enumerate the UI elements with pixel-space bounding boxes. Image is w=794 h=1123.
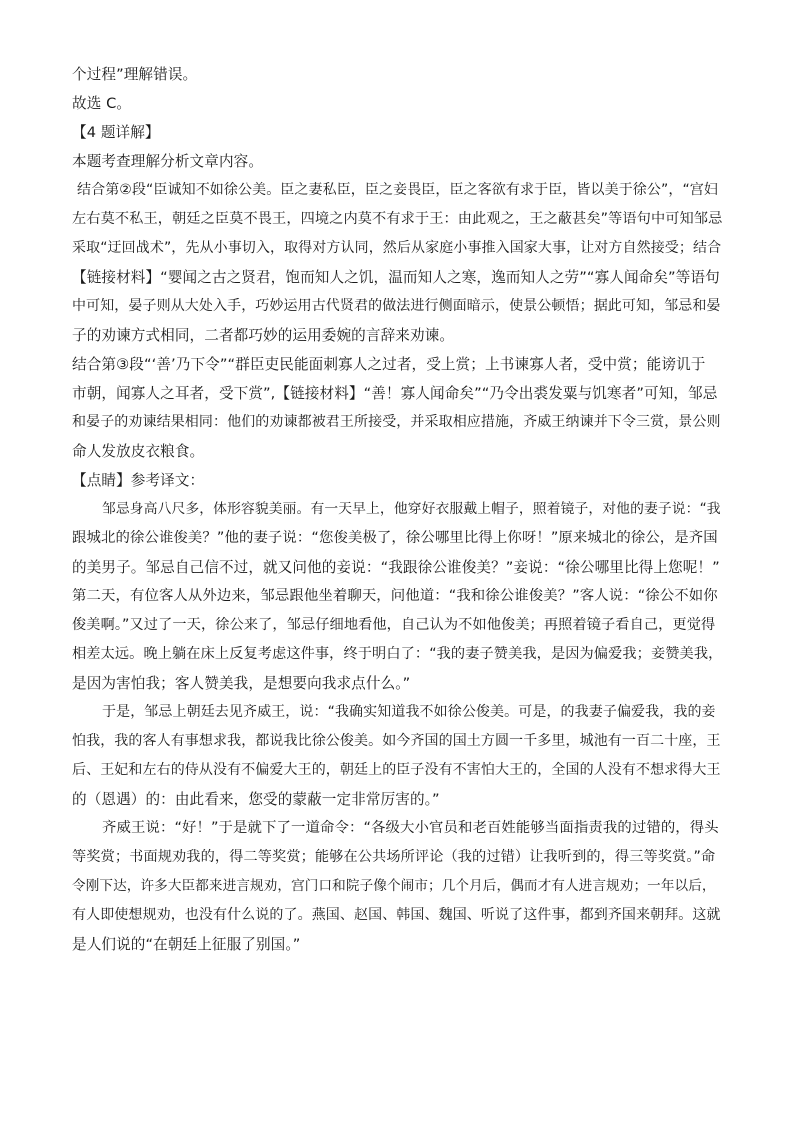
text-line: 和晏子的劝谏结果相同：他们的劝谏都被君王所接受，并采取相应措施，齐威王纳谏并下令三赏，景公则	[72, 414, 721, 430]
text-line: 等奖赏；书面规劝我的，得二等奖赏；能够在公共场所评论（我的过错）让我听到的，得三等奖赏。”命	[72, 849, 716, 865]
text-line: 邹忌身高八尺多，体形容貌美丽。有一天早上，他穿好衣服戴上帽子，照着镜子，对他的妻子说：“我	[102, 501, 721, 517]
answer-line: 故选 C。	[72, 95, 132, 112]
text-line: 俊美啊。”又过了一天，徐公来了，邹忌仔细地看他，自己认为不如他俊美；再照着镜子看自己，更觉得	[72, 617, 716, 633]
text-line: 命人发放皮衣粮食。	[72, 443, 205, 460]
text-line: 【链接材料】“婴闻之古之贤君，饱而知人之饥，温而知人之寒，逸而知人之劳”“寡人闻命矣”等语句	[72, 269, 720, 286]
text-line: 令刚下达，许多大臣都来进言规劝，宫门口和院子像个闹市；几个月后，偶而才有人进言规劝；一年以后，	[72, 878, 716, 894]
text-line: 有人即使想规劝，也没有什么说的了。燕国、赵国、韩国、魏国、听说了这件事，都到齐国来朝拜。这就	[72, 907, 721, 923]
text-line: 第二天，有位客人从外边来，邹忌跟他坐着聊天，问他道：“我和徐公谁俊美？”客人说：“徐公不如你	[72, 588, 718, 604]
text-line: 结合第③段“‘善’乃下令”“群臣吏民能面刺寡人之过者，受上赏；上书谏寡人者，受中赏；能谤讥于	[72, 356, 706, 373]
text-line: 左右莫不私王，朝廷之臣莫不畏王，四境之内莫不有求于王：由此观之，王之蔽甚矣”等语句中可知邹忌	[72, 211, 723, 227]
text-line: 齐威王说：“好！”于是就下了一道命令：“各级大小官员和老百姓能够当面指责我的过错的，得头	[102, 820, 719, 836]
text-line: 本题考查理解分析文章内容。	[72, 153, 264, 170]
text-line: 相差太远。晚上躺在床上反复考虑这件事，终于明白了：“我的妻子赞美我，是因为偏爱我；妾赞美我，	[72, 646, 723, 662]
text-line: 的（恩遇）的：由此看来，您受的蒙蔽一定非常厉害的。”	[72, 791, 440, 808]
section-heading: 【点睛】参考译文：	[72, 472, 205, 489]
document-page	[72, 60, 722, 959]
text-line: 采取“迂回战术”，先从小事切入，取得对方认同，然后从家庭小事推入国家大事，让对方自然接受；结合	[72, 240, 722, 256]
text-line: 跟城北的徐公谁俊美？”他的妻子说：“您俊美极了，徐公哪里比得上你呀！”原来城北的徐公，是齐国	[72, 530, 718, 546]
text-line: 于是，邹忌上朝廷去见齐威王，说：“我确实知道我不如徐公俊美。可是，的我妻子偏爱我，我的妾	[102, 704, 716, 720]
text-line: 子的劝谏方式相同，二者都巧妙的运用委婉的言辞来劝谏。	[72, 327, 455, 344]
section-heading: 【4 题详解】	[72, 124, 160, 141]
text-line: 的美男子。邹忌自己信不过，就又问他的妾说：“我跟徐公谁俊美？”妾说：“徐公哪里比得上您呢！”	[72, 559, 720, 576]
text-line: 后、王妃和左右的侍从没有不偏爱大王的，朝廷上的臣子没有不害怕大王的，全国的人没有不想求得大王	[72, 762, 721, 778]
text-line: 怕我，我的客人有事想求我，都说我比徐公俊美。如今齐国的国土方圆一千多里，城池有一百二十座，王	[72, 733, 721, 749]
text-line: 中可知，晏子则从大处入手，巧妙运用古代贤君的做法进行侧面暗示，使景公顿悟；据此可知，邹忌和晏	[72, 298, 721, 314]
text-line: 市朝，闻寡人之耳者，受下赏”,【链接材料】“善！寡人闻命矣”“乃令出裘发粟与饥寒者”可知，邹忌	[72, 385, 718, 402]
text-line: 个过程”理解错误。	[72, 66, 198, 83]
text-line: 结合第②段“臣诚知不如徐公美。臣之妻私臣，臣之妾畏臣，臣之客欲有求于臣，皆以美于徐公”，“宫妇	[77, 182, 719, 198]
text-line: 是人们说的“在朝廷上征服了别国。”	[72, 936, 301, 953]
text-line: 是因为害怕我；客人赞美我，是想要向我求点什么。”	[72, 675, 411, 692]
